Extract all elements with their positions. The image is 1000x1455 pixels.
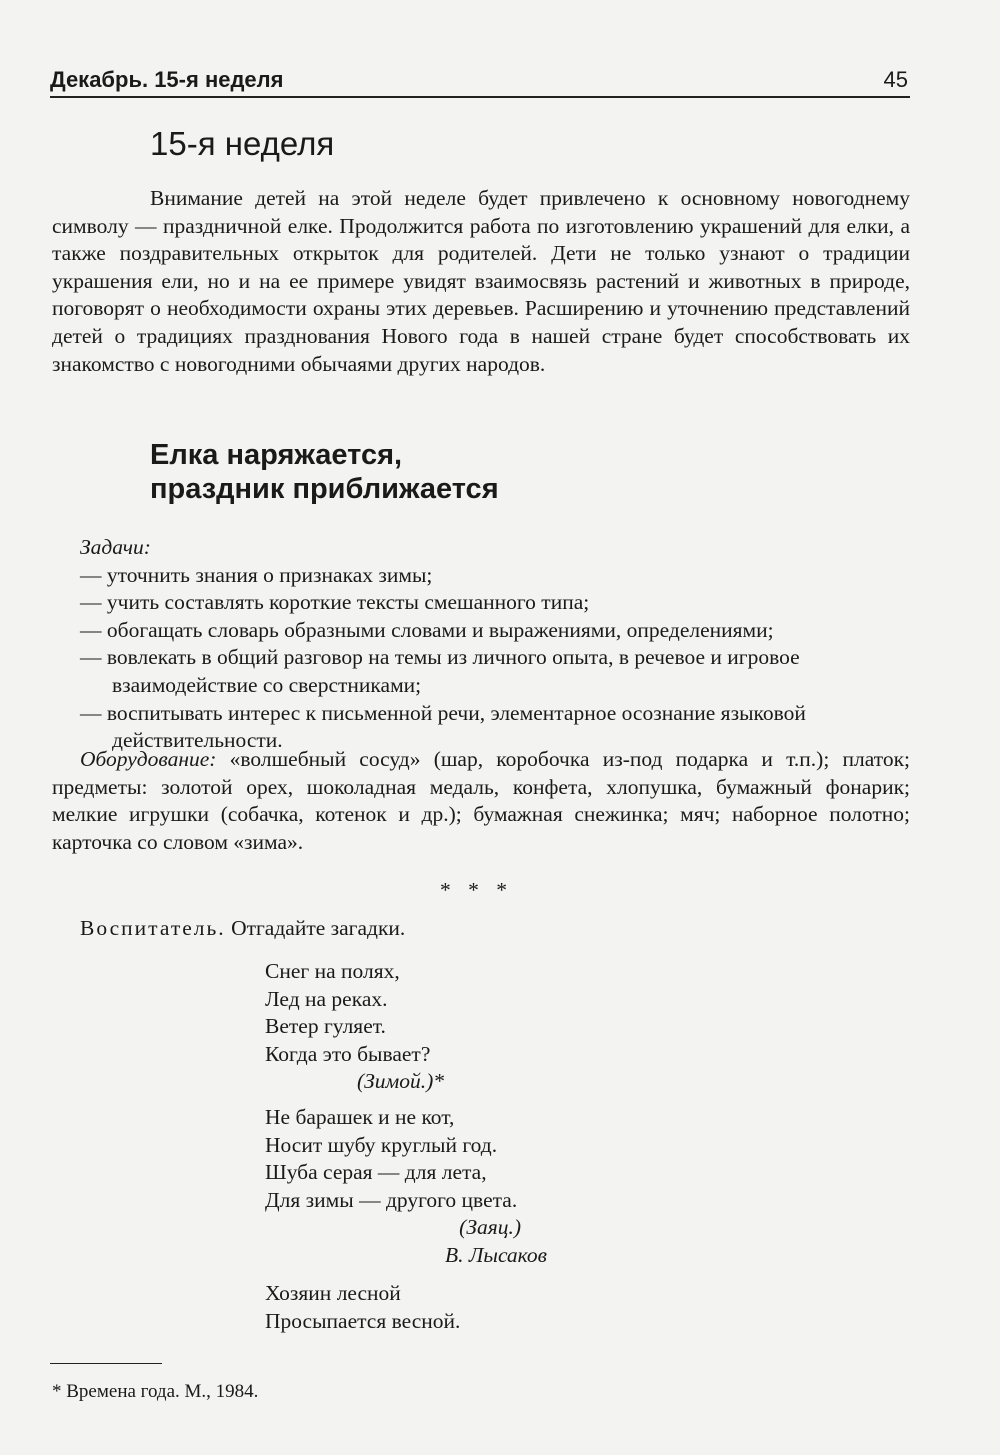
riddle-answer: (Зимой.)* bbox=[357, 1069, 445, 1094]
riddle-answer: (Заяц.) bbox=[459, 1215, 521, 1240]
verse-line: Хозяин лесной bbox=[265, 1281, 401, 1305]
verse-line: Шуба серая — для лета, bbox=[265, 1160, 487, 1185]
task-item: — обогащать словарь образными словами и выражениями, определениями; bbox=[80, 617, 774, 642]
running-header bbox=[50, 66, 910, 98]
verse-line: Снег на полях, bbox=[265, 959, 400, 983]
equipment-paragraph bbox=[52, 746, 910, 856]
footnote: * Времена года. М., 1984. bbox=[52, 1381, 259, 1402]
teacher-text: Отгадайте загадки. bbox=[231, 916, 406, 940]
section-title-line-1: Елка наряжается, bbox=[150, 439, 403, 471]
equipment-label: Оборудование: bbox=[80, 747, 217, 771]
task-item: — уточнить знания о признаках зимы; bbox=[80, 562, 433, 587]
verse-line: Для зимы — другого цвета. bbox=[265, 1187, 518, 1212]
speaker-label: Воспитатель. bbox=[80, 916, 226, 940]
teacher-line bbox=[80, 915, 405, 943]
verse-line: Носит шубу круглый год. bbox=[265, 1132, 498, 1157]
riddle-2 bbox=[265, 1104, 565, 1270]
tasks-list bbox=[80, 562, 910, 755]
verse-line: Когда это бывает? bbox=[265, 1041, 431, 1066]
chapter-title: Декабрь. 15-я неделя bbox=[50, 67, 284, 92]
task-item: — вовлекать в общий разговор на темы из личного опыта, в речевое и игровое взаимодействие со сверстниками; bbox=[80, 645, 800, 697]
verse-line: Лед на реках. bbox=[265, 986, 388, 1011]
riddle-author: В. Лысаков bbox=[444, 1242, 547, 1267]
task-item: — учить составлять короткие тексты смешанного типа; bbox=[80, 590, 590, 615]
tasks-label: Задачи: bbox=[80, 535, 151, 559]
task-item: — воспитывать интерес к письменной речи, элементарное осознание языковой действительности. bbox=[80, 700, 806, 753]
section-title-line-2: праздник приближается bbox=[150, 473, 499, 505]
intro-paragraph: Внимание детей на этой неделе будет привлечено к основному новогоднему символу — праздничной елке. Продолжится работа по изготовлению украшений для елки, а также поздравительных открыток для родителей. Дети не только узнают о традиции украшения ели, но и на ее примере увидят взаимосвязь растений и животных в природе, поговорят о необходимости охраны этих деревьев. Расширению и уточнению представлений детей о традициях празднования Нового года в нашей стране будет способствовать их знакомство с новогодними обычаями других народов. bbox=[52, 186, 910, 376]
verse-line: Не барашек и не кот, bbox=[265, 1105, 455, 1129]
equipment-text: «волшебный сосуд» (шар, коробочка из-под подарка и т.п.); платок; предметы: золотой орех, шоколадная медаль, конфета, хлопушка, бумажный фонарик; мелкие игрушки (собачка, котенок и др.); бумажная снежинка; мяч; наборное полотно; карточка со словом «зима». bbox=[52, 747, 911, 854]
riddle-1 bbox=[265, 958, 565, 1096]
footnote-divider bbox=[50, 1363, 162, 1364]
riddle-3 bbox=[265, 1280, 565, 1335]
week-title: 15-я неделя bbox=[150, 125, 335, 162]
section-title bbox=[150, 438, 750, 506]
verse-line: Просыпается весной. bbox=[265, 1308, 461, 1333]
tasks-block bbox=[80, 534, 910, 755]
section-separator: * * * bbox=[440, 878, 513, 902]
page-number: 45 bbox=[883, 67, 908, 92]
verse-line: Ветер гуляет. bbox=[265, 1014, 386, 1039]
